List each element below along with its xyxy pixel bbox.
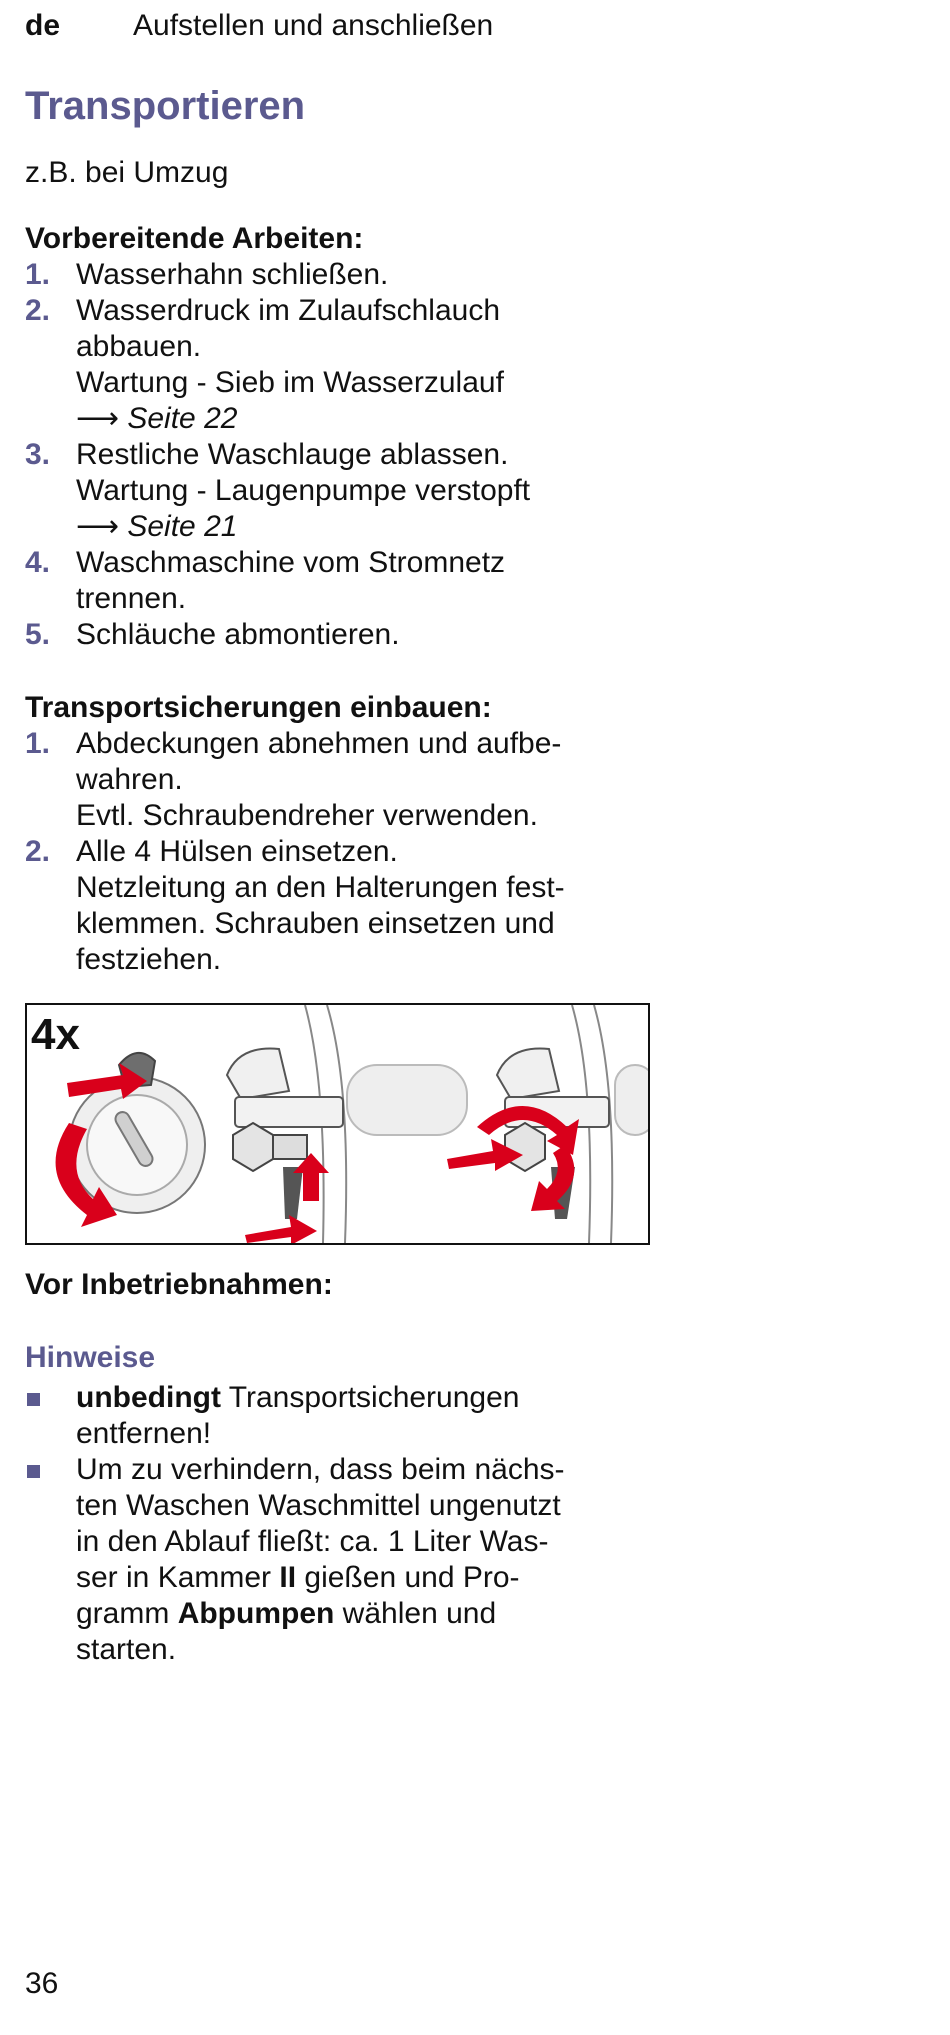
step-text: trennen. [76,582,187,615]
note-text: wählen und [334,1597,497,1630]
cover-removal-icon [56,1053,205,1227]
notes-list [25,1380,665,1668]
screw-tighten-icon [447,1005,648,1243]
page-reference-link[interactable] [76,401,665,437]
step-number: 3. [25,438,51,471]
step-text: festziehen. [76,943,222,976]
transport-bolt-illustration [25,1003,650,1245]
prep-list [25,257,665,653]
language-code: de [25,9,61,42]
step-text: Schläuche abmontieren. [76,618,400,651]
arrow-right-icon: ⟶ [76,510,120,543]
page-header [25,8,493,44]
illustration-svg [27,1005,648,1243]
before-start-section [25,1267,665,1303]
quantity-label: 4x [31,1010,80,1059]
page-reference-link[interactable] [76,509,665,545]
step-text: Waschmaschine vom Stromnetz [76,546,506,579]
step-number: 4. [25,546,51,579]
square-bullet-icon [27,1465,40,1478]
step-text: abbauen. [76,330,202,363]
program-name: Abpumpen [177,1597,335,1630]
step-text: Alle 4 Hülsen einsetzen. [76,835,398,868]
note-text: starten. [76,1633,177,1666]
prep-section [25,221,665,653]
square-bullet-icon [27,1393,40,1406]
notes-section [25,1380,665,1668]
step-number: 2. [25,294,51,327]
install-section [25,690,665,978]
note-text: entfernen! [76,1417,212,1450]
chamber-label: II [279,1561,297,1594]
note-item-2 [25,1452,665,1668]
note-text: in den Ablauf fließt: ca. 1 Liter Was- [76,1525,549,1558]
step-text: Netzleitung an den Halterungen fest- [76,871,565,904]
step-number: 5. [25,618,51,651]
notes-heading: Hinweise [25,1341,156,1374]
emphasis: unbedingt [76,1381,221,1414]
step-number: 1. [25,727,51,760]
note-text: gramm [76,1597,178,1630]
step-text: Wartung - Laugenpumpe verstopft [76,474,531,507]
install-step-2 [25,834,665,978]
step-text: Wasserdruck im Zulaufschlauch [76,294,501,327]
page-title: Transportieren [25,84,306,128]
prep-step-2 [25,293,665,437]
install-heading: Transportsicherungen einbauen: [25,691,492,724]
note-text: ser in Kammer [76,1561,280,1594]
sleeve-insert-icon [227,1005,467,1243]
page-number: 36 [25,1967,59,2000]
step-text: Wartung - Sieb im Wasserzulauf [76,366,504,399]
step-text: Wasserhahn schließen. [76,258,389,291]
note-text: gießen und Pro- [296,1561,520,1594]
note-item-1 [25,1380,665,1452]
note-text: Transportsicherungen [220,1381,520,1414]
note-text: Um zu verhindern, dass beim nächs- [76,1453,565,1486]
page-reference: Seite 21 [127,510,238,543]
install-step-1 [25,726,665,834]
prep-heading: Vorbereitende Arbeiten: [25,222,364,255]
arrow-right-icon: ⟶ [76,402,120,435]
prep-step-5 [25,617,665,653]
install-list [25,726,665,978]
prep-step-3 [25,437,665,545]
prep-step-1 [25,257,665,293]
note-text: ten Waschen Waschmittel ungenutzt [76,1489,561,1522]
step-text: klemmen. Schrauben einsetzen und [76,907,555,940]
page-subtitle: z.B. bei Umzug [25,156,229,189]
step-number: 1. [25,258,51,291]
step-number: 2. [25,835,51,868]
step-text: Evtl. Schraubendreher verwenden. [76,799,538,832]
before-start-heading: Vor Inbetriebnahmen: [25,1268,333,1301]
step-text: wahren. [76,763,183,796]
step-text: Restliche Waschlauge ablassen. [76,438,509,471]
section-title: Aufstellen und anschließen [133,9,494,42]
prep-step-4 [25,545,665,617]
step-text: Abdeckungen abnehmen und aufbe- [76,727,562,760]
page-reference: Seite 22 [127,402,238,435]
